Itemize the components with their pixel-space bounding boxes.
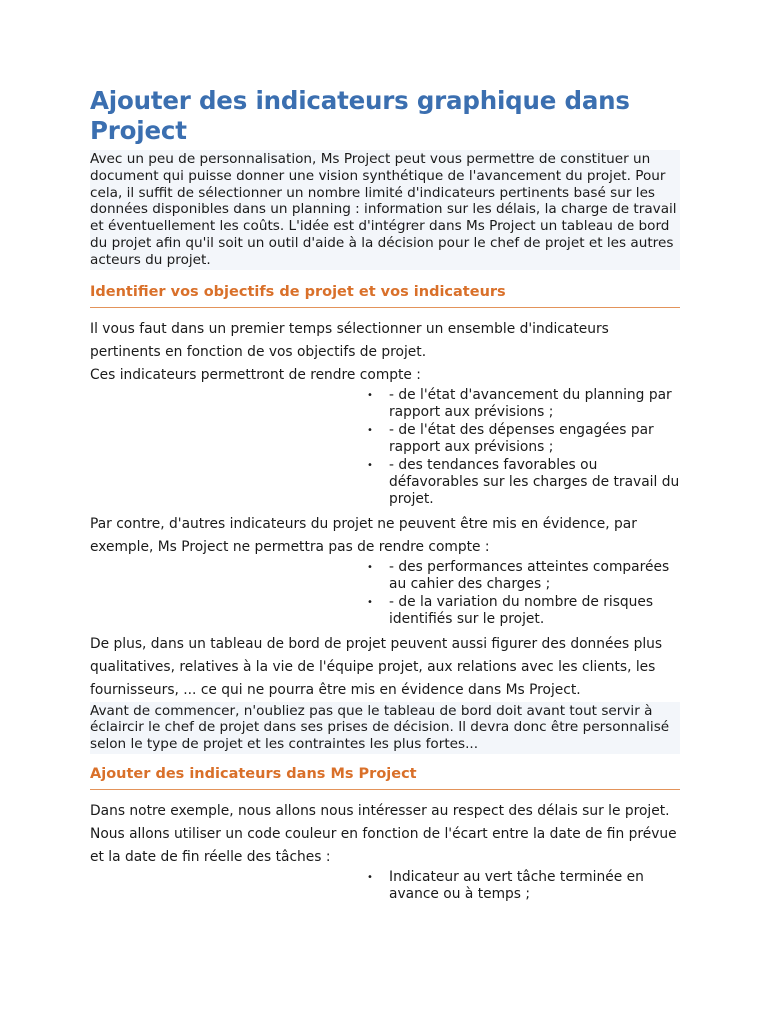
list-rendre-compte xyxy=(90,387,680,508)
list-item: • Indicateur au vert tâche terminée en avance ou à temps ; xyxy=(367,868,644,902)
bullet-icon: • xyxy=(367,424,373,436)
section1-paragraph-1: Il vous faut dans un premier temps sélectionner un ensemble d'indicateurs pertinents en fonction de vos objectifs de projet. xyxy=(90,320,609,360)
bullet-icon: • xyxy=(367,871,373,883)
section1-paragraph-3: Par contre, d'autres indicateurs du projet ne peuvent être mis en évidence, par exemple, Ms Project ne permettra pas de rendre compte : xyxy=(90,515,637,555)
section-heading-ajouter: Ajouter des indicateurs dans Ms Project xyxy=(90,766,680,790)
note-paragraph: Avant de commencer, n'oubliez pas que le tableau de bord doit avant tout servir à éclaircir le chef de projet dans ses prises de décision. Il devra donc être personnalisé selon le type de projet et les contraintes les plus fortes... xyxy=(90,702,680,754)
list-item: • - de la variation du nombre de risques identifiés sur le projet. xyxy=(367,593,654,627)
bullet-icon: • xyxy=(367,561,373,573)
bullet-icon: • xyxy=(367,389,373,401)
list-non-rendu xyxy=(90,559,680,628)
list-item: • - de l'état des dépenses engagées par rapport aux prévisions ; xyxy=(367,421,654,455)
bullet-icon: • xyxy=(367,459,373,471)
intro-paragraph: Avec un peu de personnalisation, Ms Project peut vous permettre de constituer un document qui puisse donner une vision synthétique de l'avancement du projet. Pour cela, il suffit de sélectionner un nombre limité d'indicateurs pertinents basé sur les données disponibles dans un planning : information sur les délais, la charge de travail et éventuellement les coûts. L'idée est d'intégrer dans Ms Project un tableau de bord du projet afin qu'il soit un outil d'aide à la décision pour le chef de projet et les autres acteurs du projet. xyxy=(90,150,680,270)
list-item: • - de l'état d'avancement du planning par rapport aux prévisions ; xyxy=(367,386,672,420)
bullet-icon: • xyxy=(367,596,373,608)
page-title: Ajouter des indicateurs graphique dans Project xyxy=(90,86,630,145)
list-item: • - des tendances favorables ou défavorables sur les charges de travail du projet. xyxy=(367,456,680,507)
list-indicateurs xyxy=(90,869,680,903)
section1-paragraph-2: Ces indicateurs permettront de rendre compte : xyxy=(90,366,421,383)
section1-paragraph-4: De plus, dans un tableau de bord de projet peuvent aussi figurer des données plus qualitatives, relatives à la vie de l'équipe projet, aux relations avec les clients, les fournisseurs, ... ce qui ne pourra être mis en évidence dans Ms Project. xyxy=(90,635,663,698)
list-item: • - des performances atteintes comparées au cahier des charges ; xyxy=(367,558,670,592)
section2-paragraph-1: Dans notre exemple, nous allons nous intéresser au respect des délais sur le projet. Nous allons utiliser un code couleur en fonction de l'écart entre la date de fin prévue et la date de fin réelle des tâches : xyxy=(90,802,677,865)
document-page xyxy=(90,0,680,904)
section-heading-objectifs: Identifier vos objectifs de projet et vos indicateurs xyxy=(90,284,680,308)
